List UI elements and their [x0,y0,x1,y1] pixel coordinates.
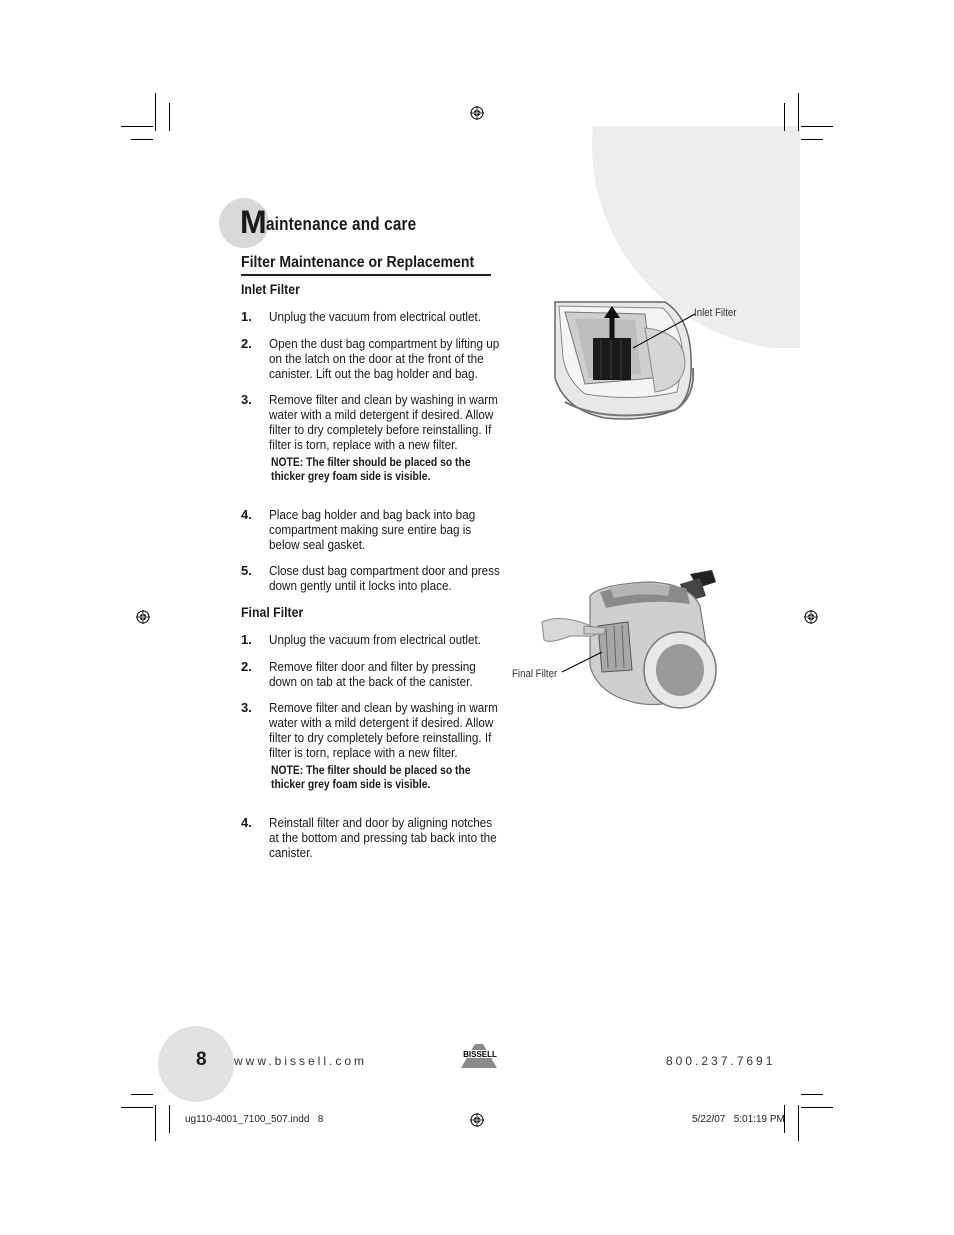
registration-mark-icon [136,610,150,624]
inlet-filter-label: Inlet Filter [694,307,737,319]
step-text: Remove filter and clean by washing in warm water with a mild detergent if desired. Allow filter to dry completely before reinstalling. If filter is torn, replace with a new filter. [269,700,498,760]
page-subtitle: Filter Maintenance or Replacement [241,254,475,271]
step-number: 4. [241,507,252,522]
inlet-filter-heading: Inlet Filter [241,281,300,297]
section-title-initial: M [240,204,267,240]
step-number: 2. [241,336,252,351]
final-filter-label: Final Filter [512,668,558,680]
step-text: Place bag holder and bag back into bag compartment making sure entire bag is below seal gasket. [269,507,476,552]
website-url: www.bissell.com [234,1054,368,1068]
step-number: 5. [241,563,252,578]
bissell-logo-icon [461,1044,499,1068]
step-text: Unplug the vacuum from electrical outlet. [269,309,482,324]
step-text: Open the dust bag compartment by lifting up on the latch on the door at the front of the canister. Lift out the bag holder and bag. [269,336,500,381]
step-number: 2. [241,659,252,674]
step-text: Reinstall filter and door by aligning notches at the bottom and pressing tab back into the canister. [269,815,497,860]
logo-text: BISSELL [463,1050,497,1059]
section-title: aintenance and care [266,214,417,234]
step-text: Unplug the vacuum from electrical outlet. [269,632,482,647]
page-number: 8 [196,1049,207,1070]
slug-filename: ug110-4001_7100_507.indd 8 [185,1114,324,1125]
step-number: 3. [241,392,252,407]
slug-date: 5/22/07 5:01:19 PM [692,1114,785,1125]
subtitle-divider [241,274,491,276]
inlet-note: NOTE: The filter should be placed so the thicker grey foam side is visible. [271,457,471,483]
step-text: Remove filter door and filter by pressing down on tab at the back of the canister. [269,659,476,689]
step-text: Close dust bag compartment door and press down gently until it locks into place. [269,563,500,593]
step-number: 3. [241,700,252,715]
step-number: 4. [241,815,252,830]
registration-mark-icon [470,1113,484,1127]
final-filter-heading: Final Filter [241,604,304,620]
final-filter-illustration [540,566,740,710]
final-note: NOTE: The filter should be placed so the thicker grey foam side is visible. [271,765,471,791]
step-number: 1. [241,632,252,647]
phone-number: 800.237.7691 [666,1054,776,1068]
step-number: 1. [241,309,252,324]
step-text: Remove filter and clean by washing in warm water with a mild detergent if desired. Allow filter to dry completely before reinstalling. If filter is torn, replace with a new filter. [269,392,498,452]
registration-mark-icon [470,106,484,120]
registration-mark-icon [804,610,818,624]
